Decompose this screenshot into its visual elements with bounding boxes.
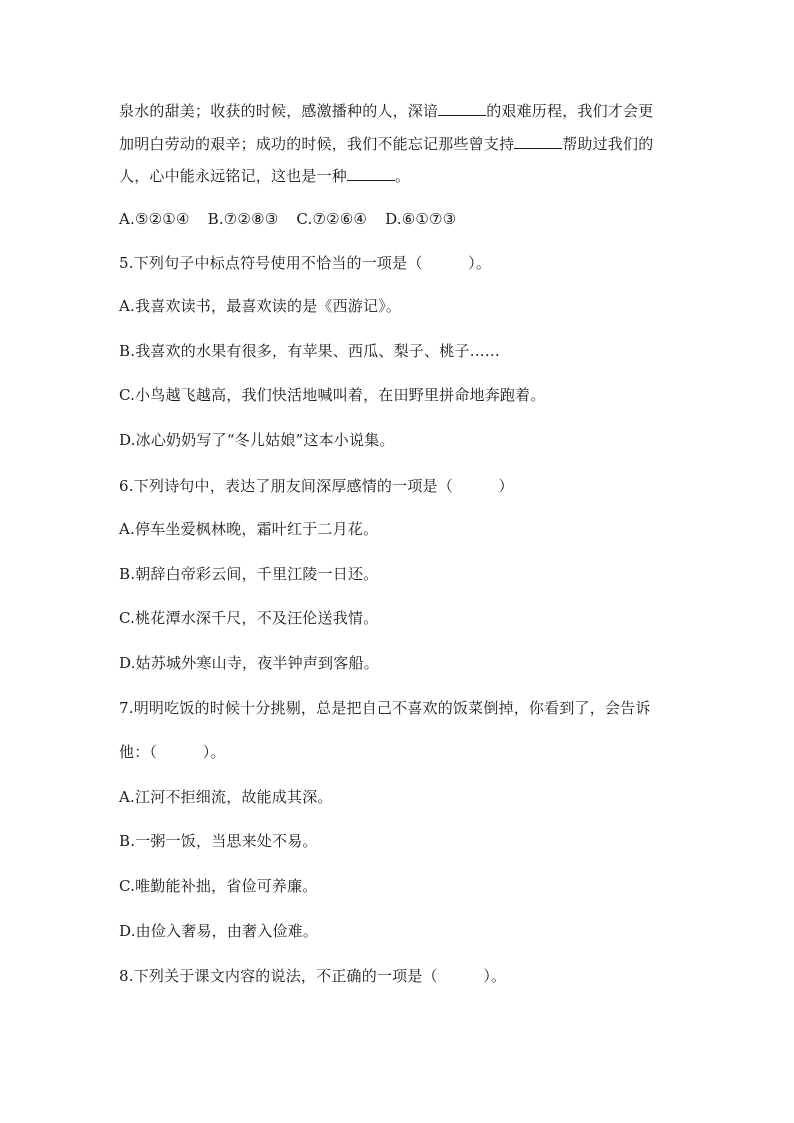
- option-d: D.⑥①⑦③: [385, 210, 457, 228]
- question-7-stem-line-1: 7.明明吃饭的时候十分挑剔，总是把自己不喜欢的饭菜倒掉，你看到了，会告诉: [119, 699, 651, 717]
- passage-options: [119, 209, 456, 229]
- question-6-option-b: B.朝辞白帝彩云间，千里江陵一日还。: [119, 565, 379, 583]
- question-8-stem: 8.下列关于课文内容的说法，不正确的一项是（ ）。: [119, 967, 507, 985]
- passage-line-3: [119, 166, 410, 186]
- question-5-option-c: C.小鸟越飞越高，我们快活地喊叫着，在田野里拼命地奔跑着。: [119, 386, 546, 404]
- passage-text: 的艰难历程，我们才会更: [486, 102, 654, 120]
- option-b: B.⑦②⑧③: [207, 210, 279, 228]
- question-5-option-d: D.冰心奶奶写了“冬儿姑娘”这本小说集。: [119, 431, 395, 449]
- passage-text: 。: [395, 167, 411, 185]
- question-6-option-c: C.桃花潭水深千尺，不及汪伦送我情。: [119, 609, 379, 627]
- question-6-option-d: D.姑苏城外寒山寺，夜半钟声到客船。: [119, 654, 379, 672]
- passage-text: 泉水的甜美；收获的时候，感激播种的人，深谙: [119, 102, 439, 120]
- option-a: A.⑤②①④: [119, 210, 190, 228]
- answer-blank: [347, 166, 395, 181]
- question-5-stem: 5.下列句子中标点符号使用不恰当的一项是（ ）。: [119, 254, 492, 272]
- option-c: C.⑦②⑥④: [296, 210, 368, 228]
- passage-text: 人，心中能永远铭记，这也是一种: [119, 167, 348, 185]
- passage-line-1: [119, 101, 653, 121]
- question-7-option-d: D.由俭入奢易，由奢入俭难。: [119, 922, 319, 940]
- passage-text: 加明白劳动的艰辛；成功的时候，我们不能忘记那些曾支持: [119, 135, 515, 153]
- question-7-option-c: C.唯勤能补拙，省俭可养廉。: [119, 877, 318, 895]
- passage-text: 帮助过我们的: [562, 135, 654, 153]
- question-7-stem-line-2: 他：（ ）。: [119, 743, 226, 761]
- answer-blank: [514, 134, 562, 149]
- question-5-option-a: A.我喜欢读书，最喜欢读的是《西游记》。: [119, 297, 402, 315]
- question-6-stem: 6.下列诗句中，表达了朋友间深厚感情的一项是（ ）: [119, 477, 514, 495]
- question-6-option-a: A.停车坐爱枫林晚，霜叶红于二月花。: [119, 520, 379, 538]
- question-7-option-a: A.江河不拒细流，故能成其深。: [119, 788, 333, 806]
- question-7-option-b: B.一粥一饭，当思来处不易。: [119, 832, 318, 850]
- passage-line-2: [119, 134, 653, 154]
- answer-blank: [438, 101, 486, 116]
- question-5-option-b: B.我喜欢的水果有很多，有苹果、西瓜、梨子、桃子……: [119, 342, 500, 360]
